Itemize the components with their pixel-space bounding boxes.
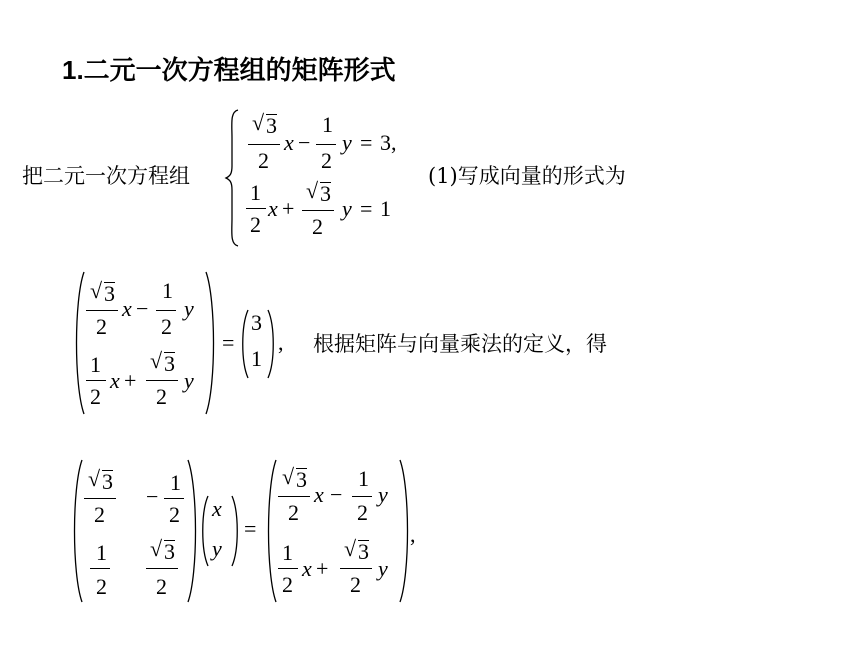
var-x: x (268, 196, 278, 221)
equation-2 (246, 178, 426, 248)
radicand: 3 (266, 113, 277, 138)
denominator: 2 (156, 384, 167, 409)
var-y: y (342, 130, 352, 155)
vector-b-2: 1 (251, 346, 262, 371)
sqrt-sign: √ (150, 536, 163, 561)
right-paren (230, 494, 240, 568)
fraction-bar (156, 310, 176, 311)
denominator: 2 (258, 148, 269, 173)
denominator: 2 (288, 500, 299, 525)
equals-sign: = (360, 196, 373, 221)
radicand: 3 (104, 281, 115, 306)
numerator: 1 (170, 470, 181, 495)
plus-sign: + (124, 368, 137, 393)
sqrt-sign: √ (306, 178, 319, 203)
fraction-bar (352, 496, 372, 497)
vector-expression (86, 270, 216, 416)
vector-var-x: x (212, 496, 222, 521)
radicand: 3 (164, 351, 175, 376)
result-vector (278, 458, 408, 604)
numerator: 1 (322, 112, 333, 137)
comma: , (410, 522, 416, 547)
denominator: 2 (312, 214, 323, 239)
fraction-bar (278, 568, 298, 569)
var-x: x (122, 296, 132, 321)
rhs-value: 3, (380, 130, 397, 155)
equals-sign: = (360, 130, 373, 155)
denominator: 2 (94, 502, 105, 527)
vector-b-1: 3 (251, 310, 262, 335)
denominator: 2 (282, 572, 293, 597)
minus-sign: − (330, 482, 343, 507)
var-y: y (184, 368, 194, 393)
fraction-bar (146, 568, 178, 569)
system-brace (226, 108, 246, 248)
sqrt-sign: √ (150, 348, 163, 373)
denominator: 2 (96, 574, 107, 599)
minus-sign: − (136, 296, 149, 321)
fraction-bar (302, 210, 334, 211)
sqrt-sign: √ (88, 466, 101, 491)
radicand: 3 (102, 469, 113, 494)
fraction-bar (146, 380, 178, 381)
denominator: 2 (250, 212, 261, 237)
var-y: y (378, 482, 388, 507)
fraction-bar (86, 380, 106, 381)
var-x: x (314, 482, 324, 507)
var-x: x (284, 130, 294, 155)
left-paren (200, 494, 210, 568)
fraction-bar (278, 496, 310, 497)
var-x: x (110, 368, 120, 393)
equals-sign: = (244, 516, 257, 541)
denominator: 2 (90, 384, 101, 409)
denominator: 2 (96, 314, 107, 339)
var-y: y (342, 196, 352, 221)
numerator: 1 (250, 180, 261, 205)
numerator: 1 (358, 466, 369, 491)
mid-text: 根据矩阵与向量乘法的定义，得 (313, 332, 607, 356)
sqrt-sign: √ (344, 536, 357, 561)
denominator: 2 (321, 148, 332, 173)
fraction-bar (164, 498, 184, 499)
numerator: 1 (282, 540, 293, 565)
minus-sign: − (146, 484, 159, 509)
plus-sign: + (316, 556, 329, 581)
denominator: 2 (350, 572, 361, 597)
fraction-bar (90, 568, 110, 569)
var-x: x (302, 556, 312, 581)
fraction-bar (316, 144, 336, 145)
numerator: 1 (96, 540, 107, 565)
sqrt-sign: √ (282, 464, 295, 489)
denominator: 2 (156, 574, 167, 599)
intro-suffix: (1)写成向量的形式为 (428, 164, 626, 188)
fraction-bar (84, 498, 116, 499)
numerator: 1 (162, 278, 173, 303)
fraction-bar (86, 310, 118, 311)
denominator: 2 (169, 502, 180, 527)
left-paren (70, 458, 84, 604)
minus-sign: − (298, 130, 311, 155)
fraction-bar (246, 208, 266, 209)
section-title: 1.二元一次方程组的矩阵形式 (62, 55, 396, 85)
comma: , (278, 330, 284, 355)
numerator: 1 (90, 352, 101, 377)
left-paren (72, 270, 86, 416)
denominator: 2 (161, 314, 172, 339)
radicand: 3 (358, 539, 369, 564)
intro-prefix: 把二元一次方程组 (22, 164, 190, 188)
radicand: 3 (296, 467, 307, 492)
vector-var-y: y (212, 536, 222, 561)
equation-1 (246, 108, 426, 178)
right-paren (266, 308, 276, 380)
right-paren (186, 458, 200, 604)
rhs-value: 1 (380, 196, 391, 221)
denominator: 2 (357, 500, 368, 525)
right-paren (204, 270, 218, 416)
sqrt-sign: √ (90, 278, 103, 303)
coefficient-matrix (84, 458, 194, 604)
equals-sign: = (222, 330, 235, 355)
sqrt-sign: √ (252, 110, 265, 135)
radicand: 3 (164, 539, 175, 564)
fraction-bar (340, 568, 372, 569)
left-paren (264, 458, 278, 604)
radicand: 3 (320, 181, 331, 206)
var-y: y (184, 296, 194, 321)
left-paren (240, 308, 250, 380)
fraction-bar (248, 144, 280, 145)
var-y: y (378, 556, 388, 581)
plus-sign: + (282, 196, 295, 221)
